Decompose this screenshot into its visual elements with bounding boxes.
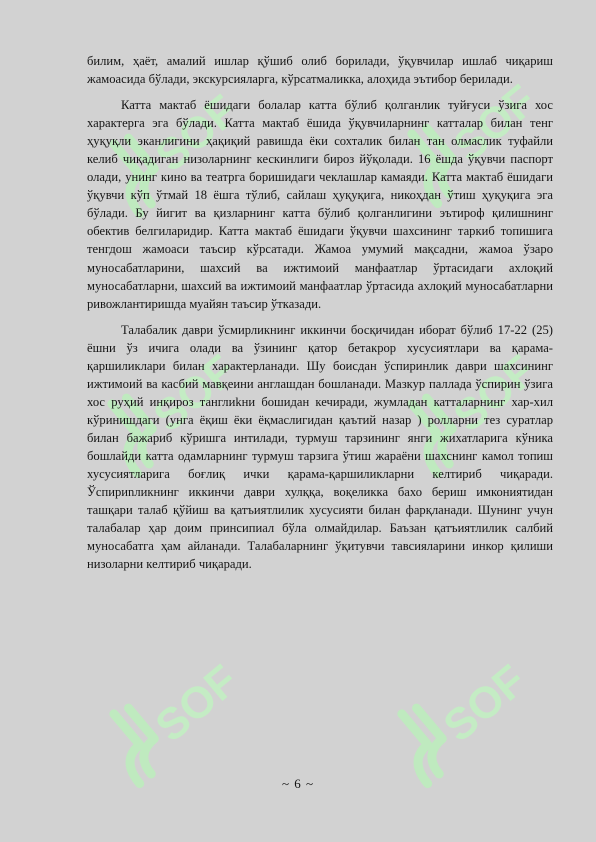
- paragraph-student-period: Талабалик даври ўсмирликнинг иккинчи босқичидан иборат бўлиб 17-22 (25) ёшни ўз ичига олади ва ўзининг қатор бетакрор хусусиятлари ва қарама-қаршиликлари билан характерланади. Шу боисдан ўспиринлик даври шахсининг ижтимоий ва касбий мавқеини англашдан бошланади. Мазкур паллада ўспирин ўзига хос руҳий инқироз танглиkни бошидан кечиради, жумладан катталарнинг хар-хил кўринишдаги (унга ёқиш ёки ёқмаслигидан қаътий назар ) ролларни тез суратлар билан бажариб кўришга интилади, турмуш тарзининг янги жихатларига кўника бошлайди катта одамларнинг турмуш тарзига ўтиш жараёни шахснинг камол топиш хусусиятларига боғлиқ ички қарама-қаршиликларни келтириб чиқаради. Ўспириnликнинг иккинчи даври хулққа, воқеликка бахо бериш имкониятидан ташқари талаб қўйиш ва қатъиятлилик хусусияти билан фарқланади. Шунинг учун талабалар ҳар доим принсипиал бўла олмайдилар. Баъзан қатъиятлилик салбий муносабатга ҳам айланади. Талабаларнинг ўқитувчи тавсияларини инкор қилиши низоларни келтириб чиқаради.: [87, 322, 553, 572]
- watermark-bottom-left: [82, 640, 252, 790]
- svg-text:SOF: SOF: [434, 655, 536, 752]
- watermark-bottom-right: [370, 640, 540, 790]
- svg-text:SOF: SOF: [444, 75, 546, 172]
- svg-text:SOF: SOF: [144, 345, 246, 442]
- watermark-logo: [82, 640, 252, 790]
- page-number: ~ 6 ~: [281, 776, 315, 791]
- watermark-logo: [370, 640, 540, 790]
- paragraph-continuation: билим, ҳаёт, амалий ишлар қўшиб олиб борилади, ўқувчилар ишлаб чиқариш жамоасида бўлади, экскурсияларга, кўрсатмаликка, алоҳида эътибор берилади.: [87, 54, 553, 87]
- body-text: [87, 52, 553, 581]
- svg-text:SOF: SOF: [146, 85, 248, 182]
- svg-text:SOF: SOF: [146, 655, 248, 752]
- paragraph-senior-school-age: Катта мактаб ёшидаги болалар катта бўлиб қолганлик туйғуси ўзига хос характерга эга бўлади. Катта мактаб ёшида ўқувчиларнинг катталар билан тенг ҳуқуқли эканлигини ҳақиқий равишда ёки сохталик билан тан олмаслик туфайли келиб чиқадиган низоларнинг кескинлиги бироз йўқолади. 16 ёшда ўқувчи паспорт олади, унинг кино ва театрга боришидаги чеклашлар камаяди. Катта мактаб ёшидаги ўқувчи кўп ўтмай 18 ёшга тўлиб, сайлаш ҳуқуқига, никоҳдан ўтиш ҳуқуқига эга бўлади. Бу йигит ва қизларнинг катта бўлиб қолганлигини эътироф қилишнинг обектив белгиларидир. Катта мактаб ёшидаги ўқувчи шахсининг таркиб топишига тенгдош жамоаси таъсир кўрсатади. Жамоа умумий мақсадни, жамоа ўзаро муносабатларини, шахсий ва ижтимоий манфаатлар ўртасидаги ахлоқий муносабатларни, шахсий ва ижтимоий манфаатлар ўртасида ахлоқий муносабатларни ривожлантиришда муайян таъсир ўтказади.: [87, 98, 553, 311]
- svg-text:SOF: SOF: [444, 345, 546, 442]
